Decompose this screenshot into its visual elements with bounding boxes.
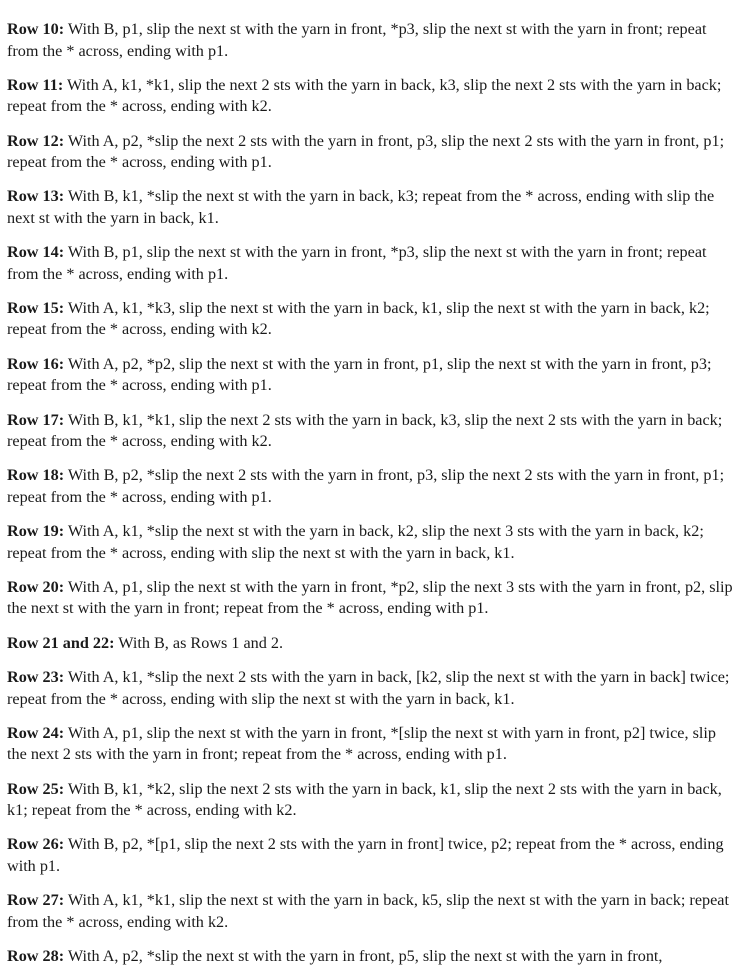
row-20 (7, 577, 739, 620)
row-instruction: With A, p1, slip the next st with the yarn in front, *[slip the next st with yarn in front, p2] twice, slip the next 2 sts with the yarn in front; repeat from the * across, ending with p1. (7, 723, 716, 764)
row-instruction: With A, p1, slip the next st with the yarn in front, *p2, slip the next 3 sts with the yarn in front, p2, slip the next st with the yarn in front; repeat from the * across, ending with p1. (7, 577, 733, 618)
row-instruction: With B, k1, *k1, slip the next 2 sts with the yarn in back, k3, slip the next 2 sts with the yarn in back; repeat from the * across, ending with k2. (7, 410, 723, 451)
row-label: Row 19: (7, 522, 65, 541)
row-instruction: With A, k1, *k1, slip the next 2 sts with the yarn in back, k3, slip the next 2 sts with the yarn in back; repeat from the * across, ending with k2. (7, 75, 722, 116)
row-instruction: With A, p2, *p2, slip the next st with the yarn in front, p1, slip the next st with the yarn in front, p3; repeat from the * across, ending with p1. (7, 354, 712, 395)
row-instruction: With B, k1, *k2, slip the next 2 sts with the yarn in back, k1, slip the next 2 sts with the yarn in back, k1; repeat from the * across, ending with k2. (7, 779, 722, 820)
row-instruction: With B, p1, slip the next st with the yarn in front, *p3, slip the next st with the yarn in front; repeat from the * across, ending with p1. (7, 20, 707, 60)
row-instruction: With A, k1, *slip the next st with the yarn in back, k2, slip the next 3 sts with the yarn in back, k2; repeat from the * across, ending with slip the next st with the yarn in back, k1. (7, 522, 704, 562)
row-instruction: With A, k1, *k3, slip the next st with the yarn in back, k1, slip the next st with the yarn in back, k2; repeat from the * across, ending with k2. (7, 298, 710, 339)
row-label: Row 24: (7, 723, 65, 742)
row-label: Row 26: (7, 835, 65, 854)
row-label: Row 23: (7, 668, 65, 687)
row-25 (7, 779, 739, 822)
row-12 (7, 131, 739, 174)
row-21-and-22 (7, 633, 739, 655)
row-instruction: With B, p2, *[p1, slip the next 2 sts with the yarn in front] twice, p2; repeat from the * across, ending with p1. (7, 835, 724, 875)
row-17 (7, 410, 739, 453)
row-14 (7, 242, 739, 285)
row-label: Row 25: (7, 779, 65, 798)
row-instruction: With B, as Rows 1 and 2. (114, 633, 284, 652)
row-27 (7, 890, 739, 933)
row-instruction: With A, k1, *k1, slip the next st with the yarn in back, k5, slip the next st with the yarn in back; repeat from the * across, ending with k2. (7, 891, 729, 931)
row-label: Row 17: (7, 410, 65, 429)
row-26 (7, 834, 739, 877)
row-label: Row 13: (7, 187, 65, 206)
row-19 (7, 521, 739, 564)
row-13 (7, 186, 739, 229)
row-label: Row 20: (7, 577, 65, 596)
row-15 (7, 298, 739, 341)
row-label: Row 14: (7, 243, 65, 262)
row-18 (7, 465, 739, 508)
row-label: Row 10: (7, 20, 65, 38)
row-16 (7, 354, 739, 397)
row-label: Row 21 and 22: (7, 633, 115, 652)
row-label: Row 11: (7, 75, 64, 94)
row-label: Row 15: (7, 298, 65, 317)
row-10 (7, 19, 739, 62)
row-label: Row 27: (7, 891, 65, 910)
row-label: Row 12: (7, 131, 65, 150)
row-instruction: With B, p2, *slip the next 2 sts with the yarn in front, p3, slip the next 2 sts with the yarn in front, p1; repeat from the * across, ending with p1. (7, 466, 725, 506)
knitting-pattern-page (7, 19, 739, 980)
row-23 (7, 667, 739, 710)
row-28 (7, 946, 739, 968)
row-instruction: With B, k1, *slip the next st with the yarn in back, k3; repeat from the * across, ending with slip the next st with the yarn in back, k1. (7, 187, 715, 227)
row-instruction: With A, k1, *slip the next 2 sts with the yarn in back, [k2, slip the next st with the yarn in back] twice; repeat from the * across, ending with slip the next st with the yarn in back, k1. (7, 668, 730, 708)
row-instruction: With A, p2, *slip the next 2 sts with the yarn in front, p3, slip the next 2 sts with the yarn in front, p1; repeat from the * across, ending with p1. (7, 131, 725, 172)
row-label: Row 16: (7, 354, 65, 373)
row-label: Row 18: (7, 466, 65, 485)
row-24 (7, 723, 739, 766)
row-11 (7, 75, 739, 118)
row-label: Row 28: (7, 947, 65, 966)
row-instruction: With B, p1, slip the next st with the yarn in front, *p3, slip the next st with the yarn in front; repeat from the * across, ending with p1. (7, 243, 707, 283)
row-instruction: With A, p2, *slip the next st with the yarn in front, p5, slip the next st with the yarn in front, (64, 947, 663, 966)
